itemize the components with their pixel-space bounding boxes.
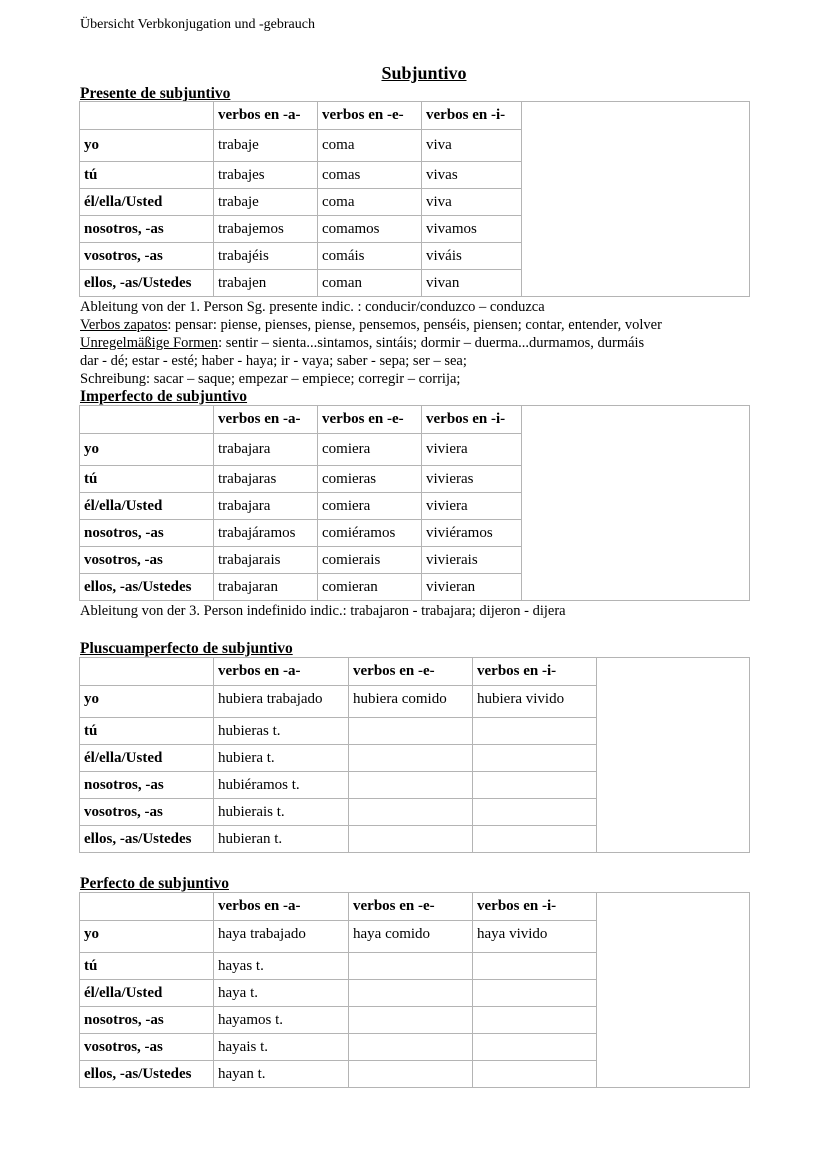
form-cell: vivierais (422, 547, 522, 574)
form-cell: hubiera comido (349, 686, 473, 718)
form-cell: hubiéramos t. (214, 772, 349, 799)
form-cell: trabajarais (214, 547, 318, 574)
form-cell: comiera (318, 493, 422, 520)
column-header-e: verbos en -e- (349, 658, 473, 686)
column-header-e: verbos en -e- (349, 893, 473, 921)
table-header-row (80, 658, 750, 686)
form-cell: trabajaras (214, 466, 318, 493)
form-cell (349, 718, 473, 745)
note-irregular-list: dar - dé; estar - esté; haber - haya; ir - vaya; saber - sepa; ser – sea; (80, 353, 467, 369)
form-cell: comiera (318, 434, 422, 466)
note-derivation-presente: Ableitung von der 1. Person Sg. presente indic. : conducir/conduzco – conduzca (80, 299, 545, 315)
header-empty (80, 893, 214, 921)
form-cell: comas (318, 162, 422, 189)
pronoun-cell: nosotros, -as (80, 1007, 214, 1034)
form-cell: trabajara (214, 434, 318, 466)
pronoun-cell: nosotros, -as (80, 520, 214, 547)
pronoun-cell: yo (80, 921, 214, 953)
form-cell: trabajen (214, 270, 318, 297)
empty-side-cell (597, 658, 750, 853)
table-presente (79, 101, 750, 297)
pronoun-cell: yo (80, 434, 214, 466)
column-header-i: verbos en -i- (422, 406, 522, 434)
form-cell (473, 799, 597, 826)
pronoun-cell: ellos, -as/Ustedes (80, 826, 214, 853)
header-empty (80, 406, 214, 434)
pronoun-cell: nosotros, -as (80, 772, 214, 799)
form-cell: trabajéis (214, 243, 318, 270)
pronoun-cell: ellos, -as/Ustedes (80, 574, 214, 601)
note-spelling: Schreibung: sacar – saque; empezar – empiece; corregir – corrija; (80, 371, 461, 387)
form-cell: trabajaran (214, 574, 318, 601)
pronoun-cell: ellos, -as/Ustedes (80, 270, 214, 297)
form-cell: trabajemos (214, 216, 318, 243)
note-verbos-zapatos (80, 317, 662, 334)
form-cell (473, 980, 597, 1007)
form-cell: comieran (318, 574, 422, 601)
form-cell (473, 826, 597, 853)
note-irregular-forms (80, 335, 644, 352)
form-cell: hubieras t. (214, 718, 349, 745)
form-cell: haya vivido (473, 921, 597, 953)
pronoun-cell: yo (80, 130, 214, 162)
column-header-a: verbos en -a- (214, 658, 349, 686)
pronoun-cell: él/ella/Usted (80, 189, 214, 216)
empty-side-cell (522, 406, 750, 601)
pronoun-cell: vosotros, -as (80, 799, 214, 826)
form-cell: comierais (318, 547, 422, 574)
form-cell: hubiera vivido (473, 686, 597, 718)
pronoun-cell: él/ella/Usted (80, 493, 214, 520)
form-cell: comieras (318, 466, 422, 493)
form-cell: viváis (422, 243, 522, 270)
form-cell: hayan t. (214, 1061, 349, 1088)
pronoun-cell: él/ella/Usted (80, 980, 214, 1007)
pronoun-cell: tú (80, 953, 214, 980)
form-cell: trabajes (214, 162, 318, 189)
pronoun-cell: ellos, -as/Ustedes (80, 1061, 214, 1088)
form-cell: coman (318, 270, 422, 297)
pronoun-cell: tú (80, 466, 214, 493)
form-cell: coma (318, 130, 422, 162)
form-cell: hubiera t. (214, 745, 349, 772)
form-cell: vivieras (422, 466, 522, 493)
form-cell: hayas t. (214, 953, 349, 980)
form-cell: haya comido (349, 921, 473, 953)
table-pluscuamperfecto (79, 657, 750, 853)
pronoun-cell: yo (80, 686, 214, 718)
form-cell (349, 745, 473, 772)
section-title-imperfecto: Imperfecto de subjuntivo (80, 388, 248, 405)
note-text: : sentir – sienta...sintamos, sintáis; dormir – duerma...durmamos, durmáis (218, 335, 645, 351)
header-empty (80, 658, 214, 686)
table-perfecto (79, 892, 750, 1088)
column-header-e: verbos en -e- (318, 102, 422, 130)
empty-side-cell (597, 893, 750, 1088)
form-cell (349, 799, 473, 826)
table-header-row (80, 102, 750, 130)
note-label: Verbos zapatos (80, 317, 168, 333)
form-cell: viviéramos (422, 520, 522, 547)
column-header-e: verbos en -e- (318, 406, 422, 434)
pronoun-cell: vosotros, -as (80, 1034, 214, 1061)
form-cell (473, 772, 597, 799)
section-title-perfecto: Perfecto de subjuntivo (80, 875, 229, 892)
form-cell (349, 980, 473, 1007)
column-header-i: verbos en -i- (422, 102, 522, 130)
form-cell: viva (422, 189, 522, 216)
form-cell: comáis (318, 243, 422, 270)
form-cell: viviera (422, 434, 522, 466)
column-header-a: verbos en -a- (214, 893, 349, 921)
column-header-a: verbos en -a- (214, 102, 318, 130)
form-cell: trabajara (214, 493, 318, 520)
column-header-i: verbos en -i- (473, 893, 597, 921)
form-cell (349, 1061, 473, 1088)
page-title: Subjuntivo (381, 63, 467, 83)
form-cell (349, 772, 473, 799)
form-cell (473, 745, 597, 772)
table-imperfecto (79, 405, 750, 601)
form-cell: viva (422, 130, 522, 162)
form-cell: vivieran (422, 574, 522, 601)
form-cell: haya trabajado (214, 921, 349, 953)
form-cell (349, 1034, 473, 1061)
note-derivation-imperfecto: Ableitung von der 3. Person indefinido indic.: trabajaron - trabajara; dijeron - dijera (80, 603, 566, 619)
empty-side-cell (522, 102, 750, 297)
pronoun-cell: vosotros, -as (80, 243, 214, 270)
form-cell: hayamos t. (214, 1007, 349, 1034)
form-cell (473, 1007, 597, 1034)
form-cell (473, 1034, 597, 1061)
note-label: Unregelmäßige Formen (80, 335, 219, 351)
form-cell (473, 1061, 597, 1088)
form-cell: haya t. (214, 980, 349, 1007)
form-cell: trabaje (214, 189, 318, 216)
pronoun-cell: nosotros, -as (80, 216, 214, 243)
form-cell: comamos (318, 216, 422, 243)
form-cell: trabaje (214, 130, 318, 162)
form-cell: trabajáramos (214, 520, 318, 547)
pronoun-cell: vosotros, -as (80, 547, 214, 574)
form-cell: viviera (422, 493, 522, 520)
table-header-row (80, 893, 750, 921)
form-cell: vivas (422, 162, 522, 189)
section-title-presente: Presente de subjuntivo (80, 85, 231, 102)
form-cell (349, 953, 473, 980)
pronoun-cell: tú (80, 162, 214, 189)
column-header-i: verbos en -i- (473, 658, 597, 686)
section-title-pluscuamperfecto: Pluscuamperfecto de subjuntivo (80, 640, 293, 657)
form-cell: vivan (422, 270, 522, 297)
form-cell (473, 718, 597, 745)
header-empty (80, 102, 214, 130)
note-text: : pensar: piense, pienses, piense, pensemos, penséis, piensen; contar, entender, volver (167, 317, 662, 333)
form-cell: hubieran t. (214, 826, 349, 853)
form-cell (349, 1007, 473, 1034)
document-header: Übersicht Verbkonjugation und -gebrauch (80, 17, 315, 32)
form-cell: coma (318, 189, 422, 216)
form-cell: hubiera trabajado (214, 686, 349, 718)
column-header-a: verbos en -a- (214, 406, 318, 434)
pronoun-cell: tú (80, 718, 214, 745)
pronoun-cell: él/ella/Usted (80, 745, 214, 772)
form-cell (349, 826, 473, 853)
form-cell (473, 953, 597, 980)
table-header-row (80, 406, 750, 434)
form-cell: comiéramos (318, 520, 422, 547)
form-cell: hayais t. (214, 1034, 349, 1061)
form-cell: vivamos (422, 216, 522, 243)
form-cell: hubierais t. (214, 799, 349, 826)
